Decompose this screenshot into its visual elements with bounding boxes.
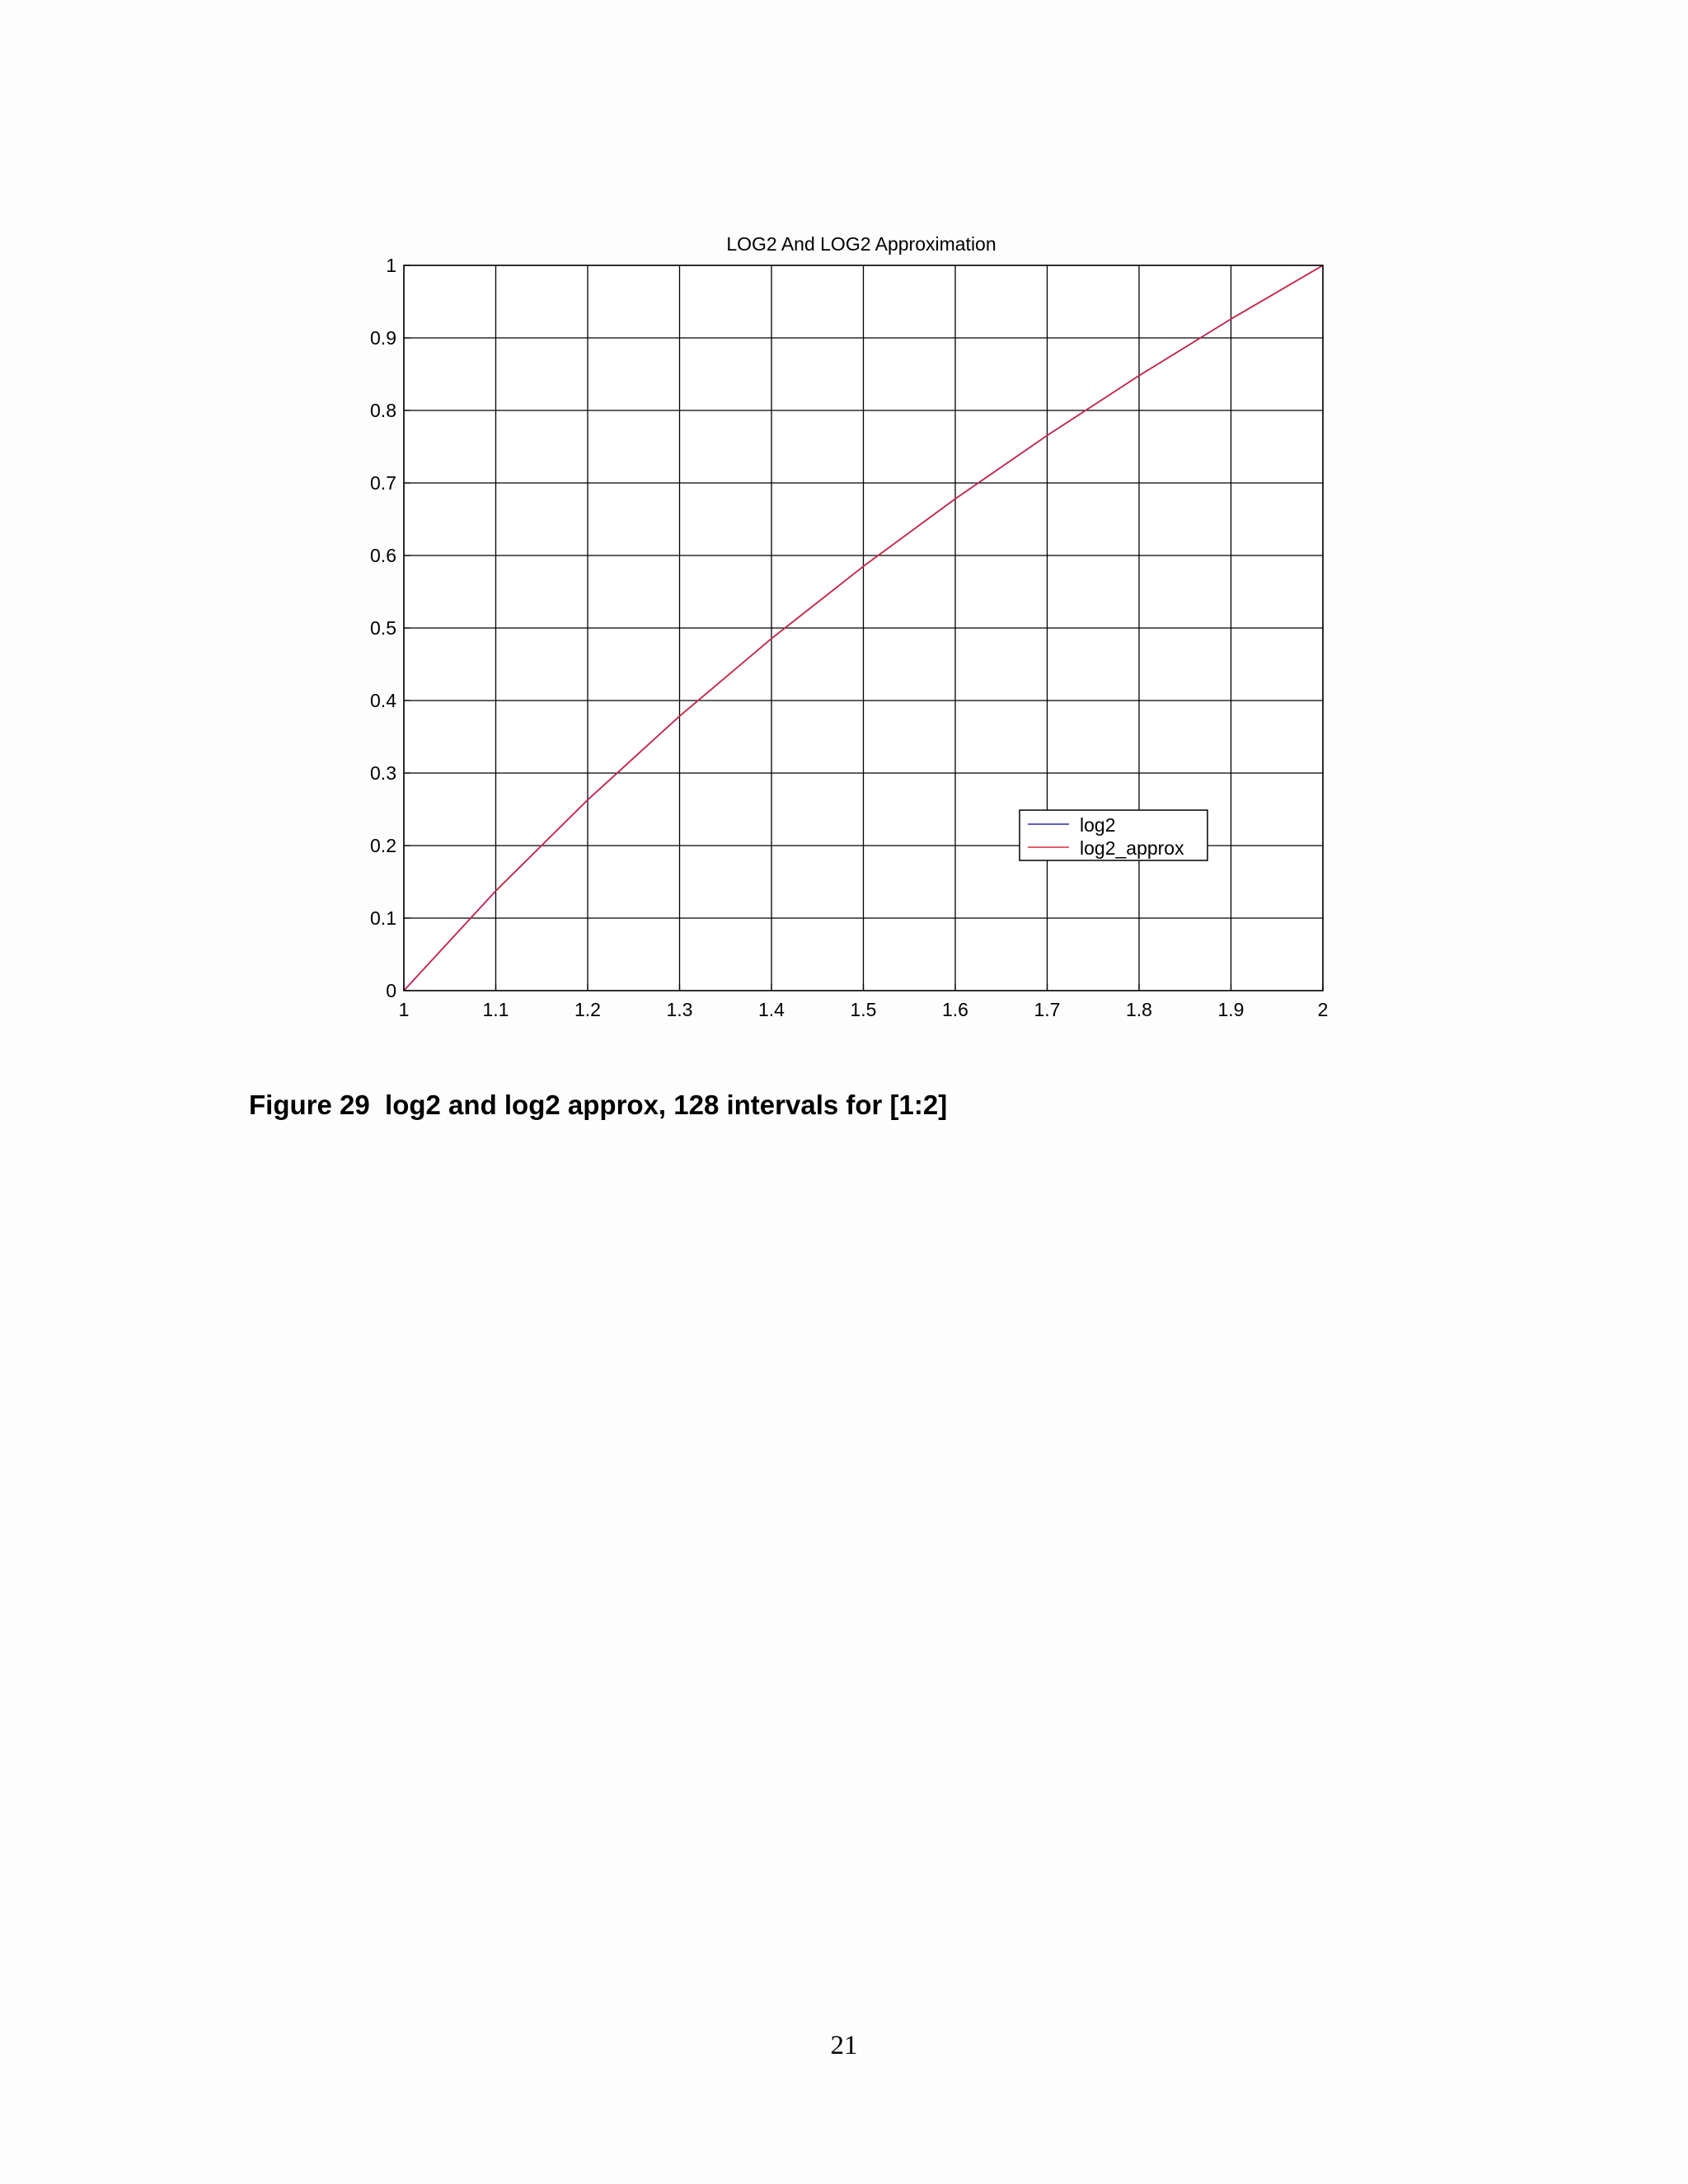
- x-tick-label: 1.7: [1034, 999, 1061, 1020]
- y-tick-label: 0.7: [370, 472, 396, 494]
- x-tick-label: 1.6: [942, 999, 968, 1020]
- x-tick-label: 1.3: [666, 999, 693, 1020]
- legend: [1020, 810, 1207, 860]
- x-tick-label: 1.9: [1217, 999, 1245, 1020]
- x-tick-label: 1: [398, 999, 410, 1020]
- y-tick-label: 0.3: [370, 762, 396, 784]
- page-number: 21: [830, 2031, 858, 2060]
- y-axis-tick-labels: [370, 255, 396, 1001]
- x-tick-label: 1.5: [850, 999, 877, 1020]
- y-tick-label: 0.4: [370, 690, 396, 711]
- x-tick-label: 1.4: [758, 999, 785, 1020]
- y-tick-label: 0.5: [370, 617, 396, 639]
- y-tick-label: 0: [386, 980, 396, 1001]
- x-tick-label: 1.8: [1126, 999, 1152, 1020]
- y-tick-label: 0.9: [370, 327, 396, 349]
- y-tick-label: 1: [386, 255, 396, 276]
- chart-title: LOG2 And LOG2 Approximation: [726, 233, 996, 255]
- legend-label-log2-approx: log2_approx: [1080, 837, 1184, 859]
- y-tick-label: 0.6: [370, 545, 396, 566]
- x-tick-label: 1.2: [574, 999, 601, 1020]
- x-axis-tick-labels: [399, 999, 1329, 1020]
- y-tick-label: 0.1: [370, 907, 396, 929]
- x-tick-label: 2: [1317, 999, 1329, 1020]
- y-tick-label: 0.2: [370, 835, 396, 856]
- figure-caption: Figure 29 log2 and log2 approx, 128 intervals for [1:2]: [249, 1090, 948, 1120]
- x-tick-label: 1.1: [482, 999, 509, 1020]
- y-tick-label: 0.8: [370, 400, 396, 421]
- legend-label-log2: log2: [1080, 814, 1116, 836]
